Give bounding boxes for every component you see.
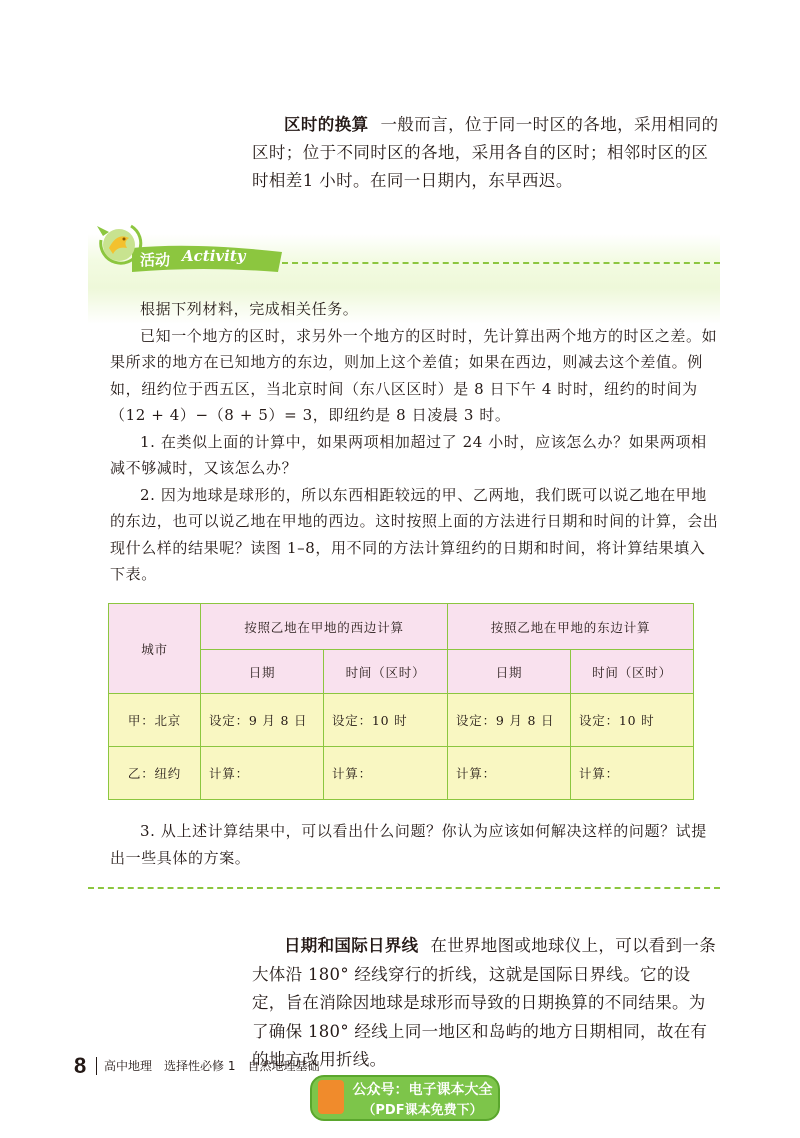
book-icon — [318, 1080, 344, 1114]
time-calculation-table — [108, 603, 694, 800]
activity-label: 活动 — [140, 251, 171, 269]
activity-bottom-divider — [88, 887, 720, 889]
footer-divider — [96, 1057, 97, 1075]
table-row — [109, 694, 694, 747]
time-conversion-term: 区时的换算 — [284, 115, 369, 134]
city-header: 城市 — [109, 604, 201, 694]
row-west-date: 设定：9 月 8 日 — [201, 694, 324, 747]
west-date-header: 日期 — [201, 650, 324, 694]
row-west-time: 计算： — [324, 747, 448, 800]
date-line-paragraph — [252, 932, 720, 1075]
activity-label-en: Activity — [182, 247, 246, 265]
row-east-time: 计算： — [571, 747, 694, 800]
west-calc-header: 按照乙地在甲地的西边计算 — [201, 604, 448, 650]
east-time-header: 时间（区时） — [571, 650, 694, 694]
row-city: 乙：纽约 — [109, 747, 201, 800]
date-line-text: 在世界地图或地球仪上，可以看到一条大体沿 180° 经线穿行的折线，这就是国际日界线。它的设定，旨在消除因地球是球形而导致的日期换算的不同结果。为了确保 180° 经线上同一地区和岛屿的地方日期相同，故在有的地方改用折线。 — [252, 936, 717, 1069]
row-east-date: 设定：9 月 8 日 — [448, 694, 571, 747]
promo-line-2: （PDF课本免费下） — [362, 1103, 483, 1118]
activity-dove-icon — [93, 218, 145, 270]
activity-body — [110, 296, 720, 588]
activity-question-3: 3. 从上述计算结果中，可以看出什么问题？你认为应该如何解决这样的问题？试提出一些具体的方案。 — [110, 822, 707, 867]
row-city: 甲：北京 — [109, 694, 201, 747]
row-east-date: 计算： — [448, 747, 571, 800]
row-east-time: 设定：10 时 — [571, 694, 694, 747]
row-west-time: 设定：10 时 — [324, 694, 448, 747]
activity-question-2: 2. 因为地球是球形的，所以东西相距较远的甲、乙两地，我们既可以说乙地在甲地的东边，也可以说乙地在甲地的西边。这时按照上面的方法进行日期和时间的计算，会出现什么样的结果呢？读图 1–8，用不同的方法计算纽约的日期和时间，将计算结果填入下表。 — [110, 485, 719, 583]
activity-intro: 根据下列材料，完成相关任务。 — [140, 300, 359, 318]
east-date-header: 日期 — [448, 650, 571, 694]
west-time-header: 时间（区时） — [324, 650, 448, 694]
date-line-term: 日期和国际日界线 — [284, 936, 419, 955]
activity-question-1: 1. 在类似上面的计算中，如果两项相加超过了 24 小时，应该怎么办？如果两项相减不够减时，又该怎么办？ — [110, 432, 707, 477]
book-title: 高中地理 选择性必修 1 自然地理基础 — [104, 1059, 320, 1073]
page-number: 8 — [74, 1053, 87, 1078]
east-calc-header: 按照乙地在甲地的东边计算 — [448, 604, 694, 650]
table-row — [109, 747, 694, 800]
time-conversion-paragraph — [252, 111, 720, 195]
promo-line-1: 公众号：电子课本大全 — [352, 1082, 493, 1098]
activity-body-2 — [110, 818, 720, 871]
activity-material: 已知一个地方的区时，求另外一个地方的区时时，先计算出两个地方的时区之差。如果所求的地方在已知地方的东边，则加上这个差值；如果在西边，则减去这个差值。例如，纽约位于西五区，当北京时间（东八区区时）是 8 日下午 4 时时，纽约的时间为（12 + 4）−（8 + 5）= 3，即纽约是 8 日凌晨 3 时。 — [110, 326, 718, 424]
row-west-date: 计算： — [201, 747, 324, 800]
time-conversion-text: 一般而言，位于同一时区的各地，采用相同的区时；位于不同时区的各地，采用各自的区时；相邻时区的区时相差1 小时。在同一日期内，东早西迟。 — [252, 115, 719, 190]
activity-top-divider — [282, 262, 720, 264]
